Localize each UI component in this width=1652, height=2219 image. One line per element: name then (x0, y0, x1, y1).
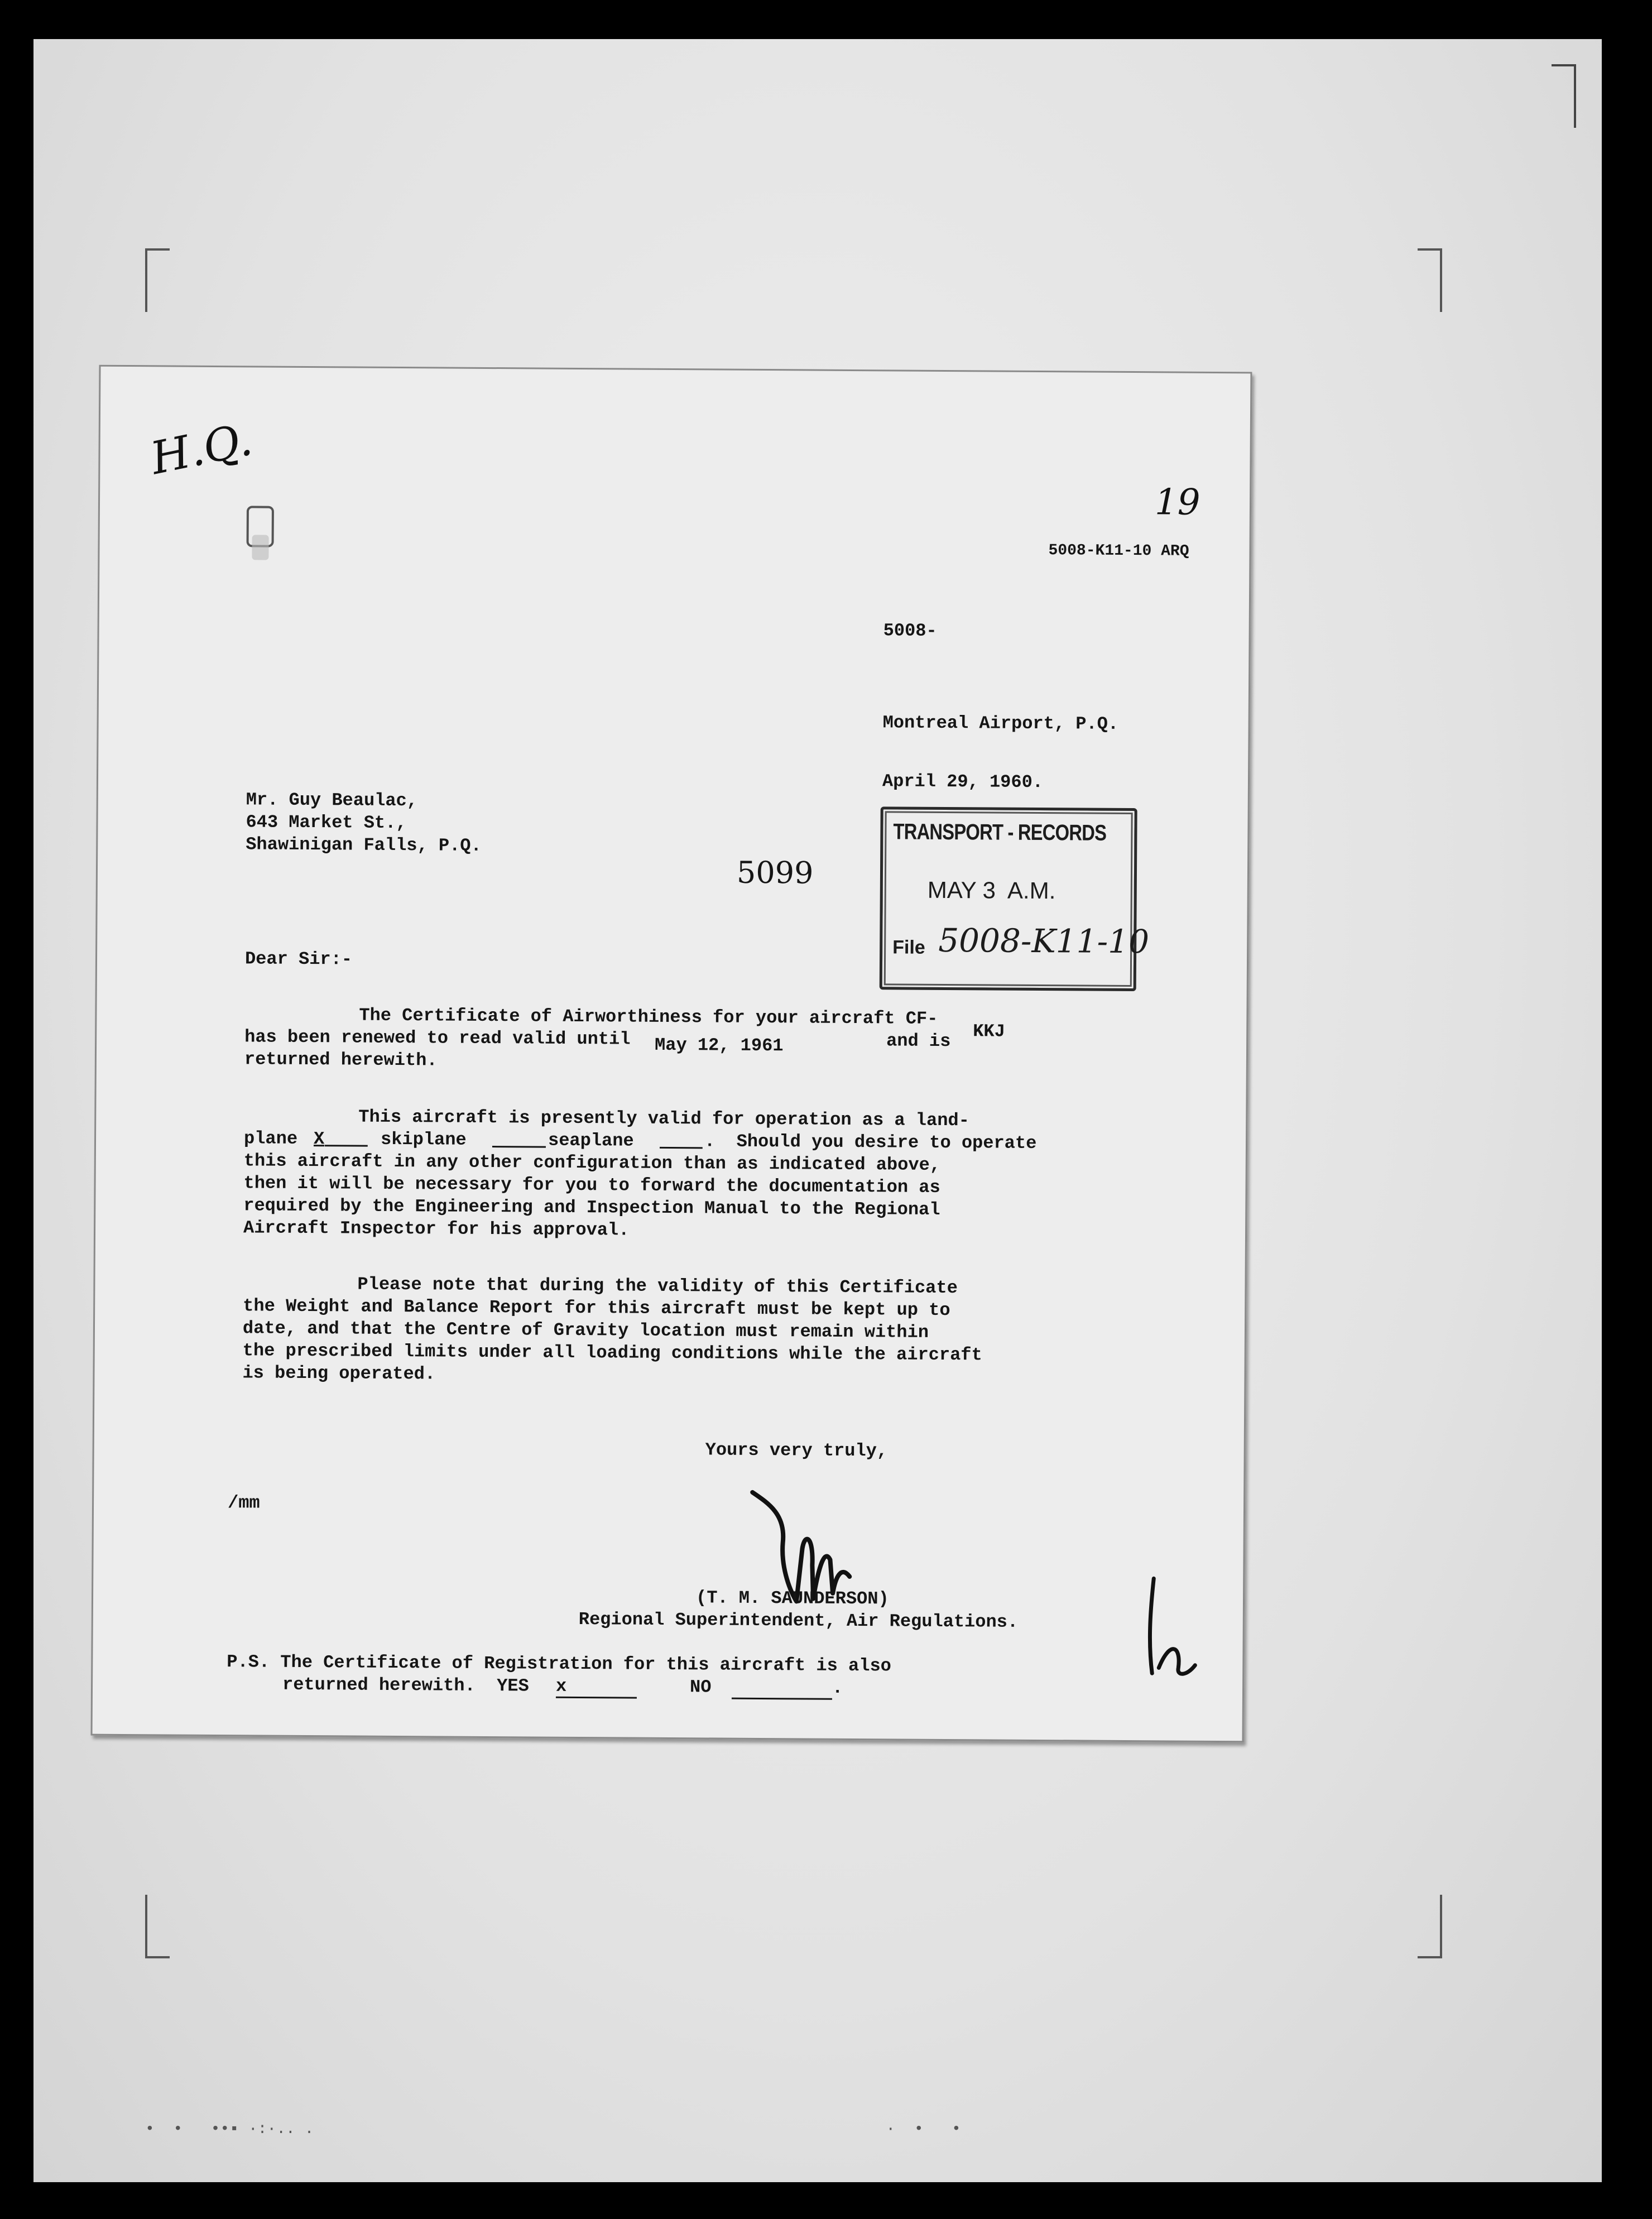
stamp-file-value: 5008-K11-10 (938, 921, 1150, 961)
signer-title: Regional Superintendent, Air Regulations. (578, 1609, 1019, 1632)
letter-place: Montreal Airport, P.Q. (882, 712, 1119, 734)
record-number: 5099 (736, 854, 814, 891)
frame-specks: • • ••▪ ·:·.. . · • • (145, 2121, 961, 2138)
body-p1-line3: returned herewith. (244, 1049, 438, 1071)
ps-line1: P.S. The Certificate of Registration for this aircraft is also (227, 1651, 892, 1677)
recipient-street: 643 Market St., (246, 811, 407, 834)
landplane-blank (325, 1128, 368, 1150)
body-p2-plane: plane (243, 1128, 298, 1149)
handwritten-page-number: 19 (1154, 482, 1200, 523)
stamp-date: MAY 3 A.M. (927, 876, 1056, 904)
file-reference: 5008-K11-10 ARQ (1048, 542, 1189, 560)
body-p2-line4: then it will be necessary for you to forward the documentation as (243, 1173, 940, 1198)
body-p2-line3: this aircraft in any other configuration than as indicated above, (243, 1150, 941, 1175)
crop-mark-top-left (145, 248, 170, 312)
closing: Yours very truly, (705, 1439, 888, 1462)
ps-line2: returned herewith. YES (282, 1674, 529, 1697)
recipient-city: Shawinigan Falls, P.Q. (246, 834, 482, 856)
skiplane-blank (492, 1129, 546, 1152)
signer-name: (T. M. SAUNDERSON) (695, 1587, 889, 1610)
letter-sheet (91, 365, 1252, 1743)
ps-yes-mark: x (555, 1675, 567, 1697)
body-p2-line5: required by the Engineering and Inspection Manual to the Regional (243, 1195, 940, 1220)
body-p1-line2: has been renewed to read valid until (244, 1026, 631, 1050)
seaplane-blank (660, 1130, 703, 1152)
body-p3-line4: the prescribed limits under all loading conditions while the aircraft (242, 1340, 982, 1366)
aircraft-registration: KKJ (973, 1021, 1005, 1042)
body-p2-seaplane: seaplane (548, 1130, 634, 1151)
ps-no-blank (732, 1698, 832, 1700)
stamp-file-label: File (892, 936, 925, 958)
margin-check-mark (1142, 1573, 1204, 1685)
body-p1-date: May 12, 1961 (654, 1034, 784, 1056)
transport-records-stamp (880, 806, 1150, 991)
typist-initials: /mm (227, 1492, 260, 1514)
body-p3-line5: is being operated. (242, 1362, 436, 1385)
body-p3-line1: Please note that during the validity of this Certificate (357, 1274, 958, 1299)
body-p1-and: and is (886, 1030, 951, 1052)
body-p2-line6: Aircraft Inspector for his approval. (243, 1217, 630, 1241)
recipient-name: Mr. Guy Beaulac, (246, 789, 418, 811)
body-p1-line1: The Certificate of Airworthiness for your aircraft CF- (359, 1005, 938, 1029)
file-reference-short: 5008- (883, 620, 937, 641)
ps-no-label: NO (689, 1677, 712, 1698)
landplane-checkbox-mark: X (313, 1128, 325, 1150)
body-p3-line2: the Weight and Balance Report for this aircraft must be kept up to (243, 1295, 950, 1321)
crop-mark-top-right (1418, 248, 1442, 312)
crop-mark-bottom-right (1418, 1895, 1442, 1958)
stamp-title: TRANSPORT - RECORDS (893, 819, 1107, 846)
body-p2-rest: . Should you desire to operate (704, 1131, 1037, 1154)
paper-clip-mark (242, 501, 281, 568)
body-p2-skiplane: skiplane (380, 1128, 467, 1150)
salutation: Dear Sir:- (244, 948, 353, 970)
body-p3-line3: date, and that the Centre of Gravity location must remain within (242, 1318, 929, 1343)
handwritten-hq: H.Q. (146, 413, 257, 485)
crop-mark-frame-corner (1552, 64, 1576, 128)
body-p2-line1: This aircraft is presently valid for operation as a land- (358, 1106, 969, 1131)
letter-date: April 29, 1960. (882, 771, 1044, 793)
ps-yes-blank (556, 1697, 637, 1699)
ps-period: . (832, 1677, 843, 1698)
crop-mark-bottom-left (145, 1895, 170, 1958)
